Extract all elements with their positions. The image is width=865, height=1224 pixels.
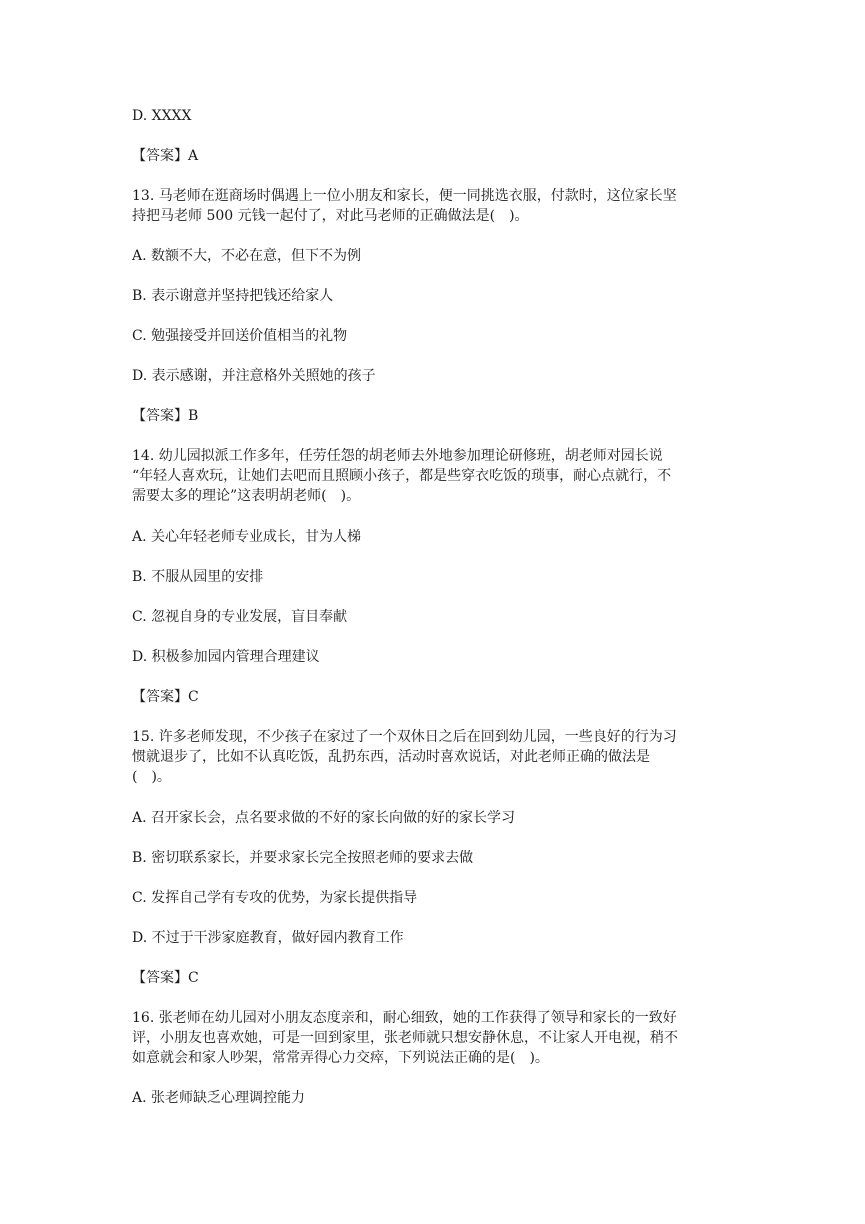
answer-12: 【答案】A — [132, 148, 199, 164]
question-14-option-a: A. 关心年轻老师专业成长，甘为人梯 — [132, 529, 362, 545]
question-13-option-d: D. 表示感谢，并注意格外关照她的孩子 — [132, 368, 376, 384]
question-14-option-d: D. 积极参加园内管理合理建议 — [132, 649, 320, 665]
question-14-option-c: C. 忽视自身的专业发展，盲目奉献 — [132, 609, 348, 625]
question-13-option-c: C. 勉强接受并回送价值相当的礼物 — [132, 328, 348, 344]
question-16-stem-line: 16. 张老师在幼儿园对小朋友态度亲和，耐心细致，她的工作获得了领导和家长的一致好 — [132, 1010, 677, 1026]
question-13-option-a: A. 数额不大，不必在意，但下不为例 — [132, 248, 362, 264]
answer-13: 【答案】B — [132, 408, 199, 424]
question-16-stem-line: 如意就会和家人吵架，常常弄得心力交瘁，下列说法正确的是( )。 — [132, 1050, 549, 1066]
question-14-stem — [132, 446, 736, 506]
question-15-stem-line: ( )。 — [132, 769, 171, 785]
question-13-option-b: B. 表示谢意并坚持把钱还给家人 — [132, 288, 334, 304]
answer-15: 【答案】C — [132, 970, 199, 986]
answer-14: 【答案】C — [132, 689, 199, 705]
prev-question-option-d: D. XXXX — [132, 108, 192, 124]
question-15-option-c: C. 发挥自己学有专攻的优势，为家长提供指导 — [132, 890, 418, 906]
question-13-stem-line: 13. 马老师在逛商场时偶遇上一位小朋友和家长，便一同挑选衣服，付款时，这位家长坚 — [132, 188, 677, 204]
question-14-stem-line: “年轻人喜欢玩，让她们去吧而且照顾小孩子，都是些穿衣吃饭的琐事，耐心点就行，不 — [132, 468, 672, 484]
question-15-stem-line: 15. 许多老师发现，不少孩子在家过了一个双休日之后在回到幼儿园，一些良好的行为习 — [132, 729, 677, 745]
question-13-stem-line: 持把马老师 500 元钱一起付了，对此马老师的正确做法是( )。 — [132, 208, 529, 224]
question-15-option-b: B. 密切联系家长，并要求家长完全按照老师的要求去做 — [132, 850, 474, 866]
question-15-option-d: D. 不过于干涉家庭教育，做好园内教育工作 — [132, 930, 404, 946]
question-16-stem-line: 评，小朋友也喜欢她，可是一回到家里，张老师就只想安静休息，不让家人开电视，稍不 — [132, 1030, 678, 1046]
question-14-stem-line: 需要太多的理论”这表明胡老师( )。 — [132, 488, 361, 504]
question-16-option-a: A. 张老师缺乏心理调控能力 — [132, 1090, 306, 1106]
question-14-option-b: B. 不服从园里的安排 — [132, 569, 264, 585]
question-14-stem-line: 14. 幼儿园拟派工作多年，任劳任怨的胡老师去外地参加理论研修班，胡老师对园长说 — [132, 448, 663, 464]
question-13-stem — [132, 186, 736, 226]
question-15-stem-line: 惯就退步了，比如不认真吃饭，乱扔东西，活动时喜欢说话，对此老师正确的做法是 — [132, 749, 650, 765]
question-16-stem — [132, 1008, 736, 1068]
question-15-option-a: A. 召开家长会，点名要求做的不好的家长向做的好的家长学习 — [132, 810, 516, 826]
question-15-stem — [132, 727, 736, 787]
